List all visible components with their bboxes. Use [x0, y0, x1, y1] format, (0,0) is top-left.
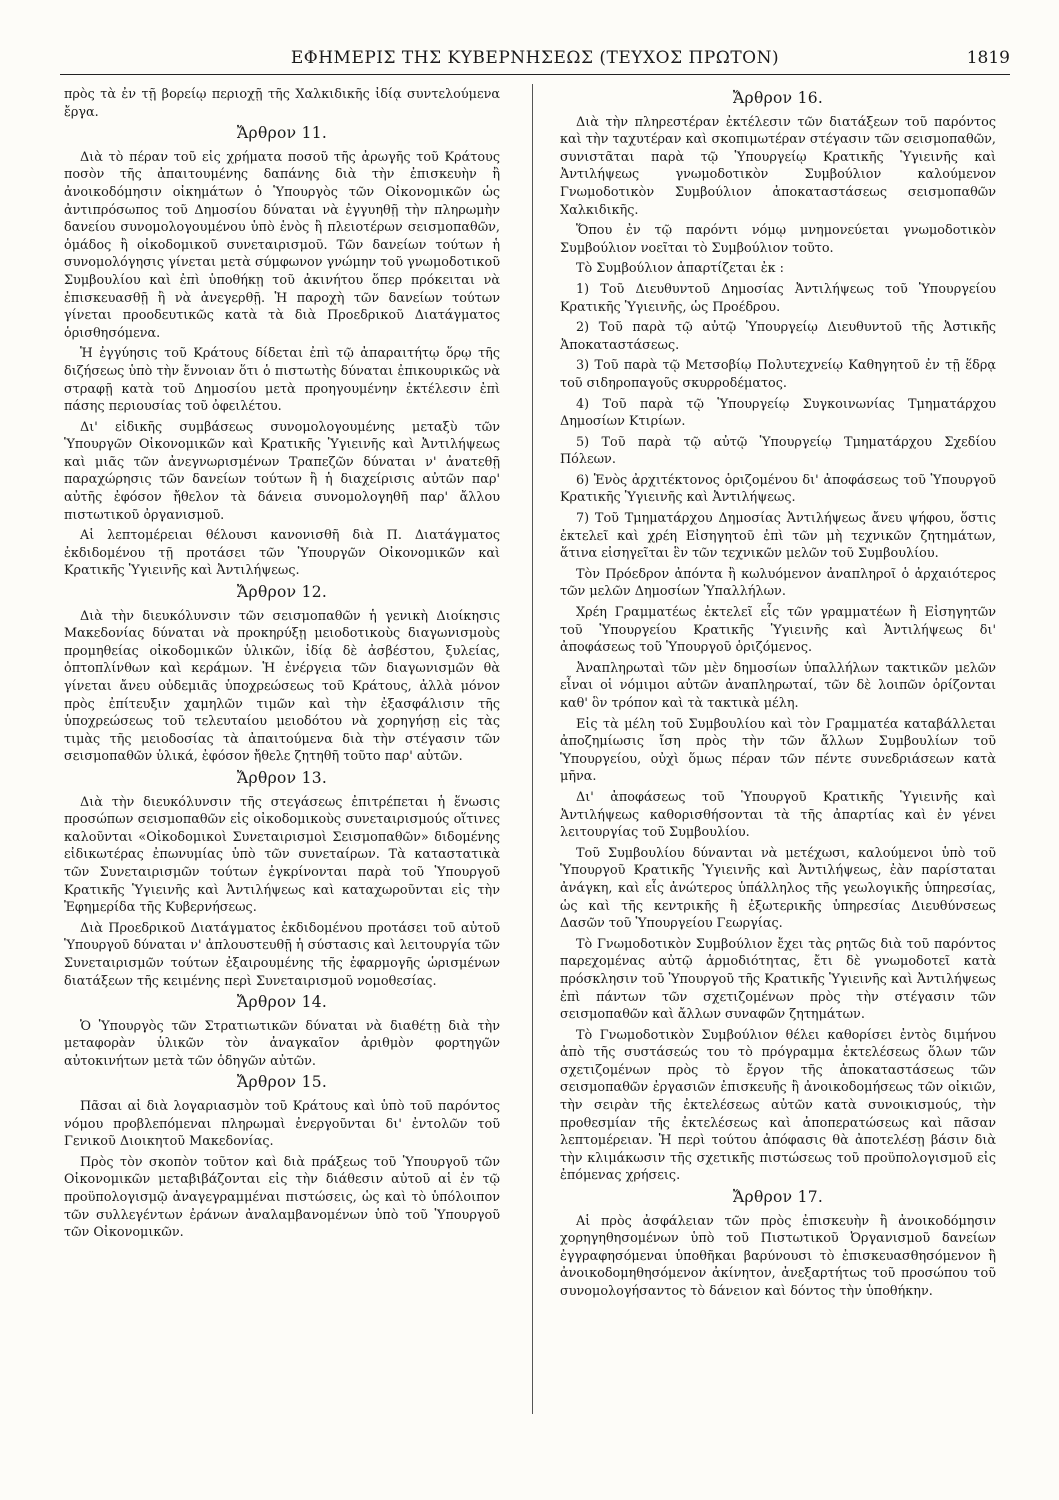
council-member-item: 7) Τοῦ Τμηματάρχου Δημοσίας Ἀντιλήψεως ἄνευ ψήφου, ὅστις ἐκτελεῖ καὶ χρέη Εἰσηγητοῦ ἐπὶ τῶν μὴ τεχνικῶν ζητημάτων, ἅτινα εἰσηγεῖται ἓν τῶν τεχνικῶν μελῶν τοῦ Συμβουλίου. — [560, 511, 996, 562]
article-14-paragraph: Ὁ Ὑπουργὸς τῶν Στρατιωτικῶν δύναται νὰ διαθέτῃ διὰ τὴν μεταφορὰν ὑλικῶν τὸν ἀναγκαῖον ἀριθμὸν φορτηγῶν αὐτοκινήτων μετὰ τῶν ὁδηγῶν αὐτῶν. — [64, 1018, 500, 1069]
article-15-heading: Ἄρθρον 15. — [236, 1073, 328, 1092]
article-16-paragraph: Χρέη Γραμματέως ἐκτελεῖ εἷς τῶν γραμματέων ἢ Εἰσηγητῶν τοῦ Ὑπουργείου Κρατικῆς Ὑγιεινῆς καὶ Ἀντιλήψεως δι' ἀποφάσεως τοῦ Ὑπουργοῦ ὁριζόμενος. — [560, 605, 996, 656]
article-16-paragraph: Διὰ τὴν πληρεστέραν ἐκτέλεσιν τῶν διατάξεων τοῦ παρόντος καὶ τὴν ταχυτέραν καὶ σκοπιμωτέραν στέγασιν τῶν σεισμοπαθῶν, συνιστᾶται παρὰ τῷ Ὑπουργείῳ Κρατικῆς Ὑγιεινῆς καὶ Ἀντιλήψεως γνωμοδοτικὸν Συμβούλιον καλούμενον Γνωμοδοτικὸν Συμβούλιον ἀποκαταστάσεως σεισμοπαθῶν Χαλκιδικῆς. — [560, 114, 996, 218]
article-16-paragraph: Ἀναπληρωταὶ τῶν μὲν δημοσίων ὑπαλλήλων τακτικῶν μελῶν εἶναι οἱ νόμιμοι αὐτῶν ἀναπληρωταί, τῶν δὲ λοιπῶν ὁρίζονται καθ' ὃν τρόπον καὶ τὰ τακτικὰ μέλη. — [560, 660, 996, 711]
header-rule — [60, 74, 1010, 75]
article-17-paragraph: Αἱ πρὸς ἀσφάλειαν τῶν πρὸς ἐπισκευὴν ἢ ἀνοικοδόμησιν χορηγηθησομένων ὑπὸ τοῦ Πιστωτικοῦ Ὀργανισμοῦ δανείων ἐγγραφησόμεναι ὑποθῆκαι βαρύνουσι τὸ ἐπισκευασθησόμενον ἢ ἀνοικοδομηθησόμενον ἀκίνητον, ἀνεξαρτήτως τοῦ προσώπου τοῦ συνομολογήσαντος τὸ δάνειον καὶ δόντος τὴν ὑποθήκην. — [560, 1213, 996, 1299]
right-column — [560, 86, 996, 1304]
article-16-paragraph: Εἰς τὰ μέλη τοῦ Συμβουλίου καὶ τὸν Γραμματέα καταβάλλεται ἀποζημίωσις ἴση πρὸς τὴν τῶν ἄλλων Συμβουλίων τοῦ Ὑπουργείου, οὐχὶ ὅμως πέραν τῶν πέντε συνεδριάσεων κατὰ μῆνα. — [560, 716, 996, 785]
article-17-heading: Ἄρθρον 17. — [732, 1188, 824, 1207]
left-column — [64, 86, 500, 1245]
article-15-paragraph: Πρὸς τὸν σκοπὸν τοῦτον καὶ διὰ πράξεως τοῦ Ὑπουργοῦ τῶν Οἰκονομικῶν μεταβιβάζονται εἰς τὴν διάθεσιν αὐτοῦ αἱ ἐν τῷ προϋπολογισμῷ ἀναγεγραμμέναι πιστώσεις, ὡς καὶ τὸ ὑπόλοιπον τῶν συλλεγέντων ἐράνων ἀναλαμβανομένων ὑπὸ τοῦ Ὑπουργοῦ τῶν Οἰκονομικῶν. — [64, 1154, 500, 1241]
article-16-paragraph: Τὸ Γνωμοδοτικὸν Συμβούλιον ἔχει τὰς ρητῶς διὰ τοῦ παρόντος παρεχομένας αὐτῷ ἁρμοδιότητας, ἔτι δὲ γνωμοδοτεῖ κατὰ πρόσκλησιν τοῦ Ὑπουργοῦ τῆς Κρατικῆς Ὑγιεινῆς καὶ Ἀντιλήψεως ἐπὶ πάντων τῶν σχετιζομένων πρὸς τὴν στέγασιν τῶν σεισμοπαθῶν καὶ ἄλλων συναφῶν ζητημάτων. — [560, 936, 996, 1023]
article-16-heading: Ἄρθρον 16. — [732, 89, 824, 107]
article-12-paragraph: Διὰ τὴν διευκόλυνσιν τῶν σεισμοπαθῶν ἡ γενικὴ Διοίκησις Μακεδονίας δύναται νὰ προκηρύξῃ μειοδοτικοὺς διαγωνισμοὺς προμηθείας οἰκοδομικῶν ὑλικῶν, ἰδίᾳ δὲ ἀσβέστου, ξυλείας, ὀπτοπλίνθων καὶ κεράμων. Ἡ ἐνέργεια τῶν διαγωνισμῶν θὰ γίνεται ἄνευ οὐδεμιᾶς ὑποχρεώσεως τοῦ Κράτους, ἀλλὰ μόνον πρὸς ἐπίτευξιν χαμηλῶν τιμῶν καὶ τὴν ἐξασφάλισιν τῆς ὑποχρεώσεως τοῦ τελευταίου μειοδότου νὰ χορηγήσῃ εἰς τὰς τιμὰς τῆς μειοδοσίας τὰ ἀπαιτούμενα διὰ τὴν στέγασιν τῶν σεισμοπαθῶν ὑλικά, ἐφόσον ἤθελε ζητηθῆ τοῦτο παρ' αὐτῶν. — [64, 608, 500, 765]
article-16-paragraph: Δι' ἀποφάσεως τοῦ Ὑπουργοῦ Κρατικῆς Ὑγιεινῆς καὶ Ἀντιλήψεως καθορισθήσονται τὰ τῆς ἀπαρτίας καὶ ἐν γένει λειτουργίας τοῦ Συμβουλίου. — [560, 789, 996, 841]
article-16-paragraph: Τοῦ Συμβουλίου δύνανται νὰ μετέχωσι, καλούμενοι ὑπὸ τοῦ Ὑπουργοῦ Κρατικῆς Ὑγιεινῆς καὶ Ἀντιλήψεως, ἐὰν παρίσταται ἀνάγκη, καὶ εἷς ἀνώτερος ὑπάλληλος τῆς γεωλογικῆς ὑπηρεσίας, ὡς καὶ τῆς κεντρικῆς ἢ ἐξωτερικῆς ὑπηρεσίας Διευθύνσεως Δασῶν τοῦ Ὑπουργείου Γεωργίας. — [560, 845, 996, 932]
continuation-paragraph: πρὸς τὰ ἐν τῇ βορείῳ περιοχῇ τῆς Χαλκιδικῆς ἰδίᾳ συντελούμενα ἔργα. — [64, 87, 500, 120]
gazette-title: ΕΦΗΜΕΡΙΣ ΤΗΣ ΚΥΒΕΡΝΗΣΕΩΣ (ΤΕΥΧΟΣ ΠΡΩΤΟΝ) — [290, 48, 780, 68]
article-16-paragraph: Τὸ Συμβούλιον ἀπαρτίζεται ἐκ : — [576, 261, 784, 277]
council-member-item: 3) Τοῦ παρὰ τῷ Μετσοβίῳ Πολυτεχνείῳ Καθηγητοῦ ἐν τῇ ἕδρᾳ τοῦ σιδηροπαγοῦς σκυρροδέματος. — [560, 358, 996, 391]
column-divider — [532, 84, 533, 1414]
council-member-item: 2) Τοῦ παρὰ τῷ αὐτῷ Ὑπουργείῳ Διευθυντοῦ τῆς Ἀστικῆς Ἀποκαταστάσεως. — [560, 320, 996, 353]
article-13-paragraph: Διὰ Προεδρικοῦ Διατάγματος ἐκδιδομένου προτάσει τοῦ αὐτοῦ Ὑπουργοῦ δύναται ν' ἀπλουστευθῇ ἡ σύστασις καὶ λειτουργία τῶν Συνεταιρισμῶν τούτων ἐξαιρουμένης τῆς ἐφαρμογῆς ὡρισμένων διατάξεων τῆς κειμένης περὶ Συνεταιρισμοῦ νομοθεσίας. — [64, 920, 500, 989]
article-14-heading: Ἄρθρον 14. — [236, 993, 328, 1012]
article-11-heading: Ἄρθρον 11. — [236, 124, 328, 143]
article-13-heading: Ἄρθρον 13. — [236, 768, 328, 787]
article-11-paragraph: Ἡ ἐγγύησις τοῦ Κράτους δίδεται ἐπὶ τῷ ἀπαραιτήτῳ ὅρῳ τῆς διζήσεως ὑπὸ τὴν ἔννοιαν ὅτι ὁ πιστωτὴς δύναται ἐπικουρικῶς νὰ στραφῇ κατὰ τοῦ Δημοσίου μετὰ προηγουμένην ἐκτέλεσιν ἐπὶ πάσης περιουσίας τοῦ ὀφειλέτου. — [64, 346, 500, 415]
page-header — [60, 44, 1010, 74]
article-11-paragraph: Διὰ τὸ πέραν τοῦ εἰς χρήματα ποσοῦ τῆς ἀρωγῆς τοῦ Κράτους ποσὸν τῆς ἀπαιτουμένης δαπάνης διὰ τὴν ἐπισκευὴν ἢ ἀνοικοδόμησιν οἰκημάτων ὁ Ὑπουργὸς τῶν Οἰκονομικῶν ὡς ἀντιπρόσωπος τοῦ Δημοσίου δύναται νὰ ἐγγυηθῇ τὴν πληρωμὴν δανείου συνομολογουμένου ὑπὸ ἑνὸς ἢ πλειοτέρων σεισμοπαθῶν, ὁμάδος ἢ οἰκοδομικοῦ συνεταιρισμοῦ. Τῶν δανείων τούτων ἡ συνομολόγησις γίνεται μετὰ σύμφωνον γνώμην τοῦ γνωμοδοτικοῦ Συμβουλίου καὶ ἐπὶ ὑποθήκῃ τοῦ ἀκινήτου ὅπερ πρόκειται νὰ ἐπισκευασθῇ ἢ νὰ ἀνεγερθῇ. Ἡ παροχὴ τῶν δανείων τούτων γίνεται προοδευτικῶς κατὰ τὰ διὰ Προεδρικοῦ Διατάγματος ὁρισθησόμενα. — [64, 149, 500, 341]
article-16-paragraph: Ὅπου ἐν τῷ παρόντι νόμῳ μνημονεύεται γνωμοδοτικὸν Συμβούλιον νοεῖται τὸ Συμβούλιον τοῦτο. — [560, 223, 996, 256]
article-16-paragraph: Τὸν Πρόεδρον ἀπόντα ἢ κωλυόμενον ἀναπληροῖ ὁ ἀρχαιότερος τῶν μελῶν Δημοσίων Ὑπαλλήλων. — [560, 566, 996, 600]
council-member-item: 6) Ἑνὸς ἀρχιτέκτονος ὁριζομένου δι' ἀποφάσεως τοῦ Ὑπουργοῦ Κρατικῆς Ὑγιεινῆς καὶ Ἀντιλήψεως. — [560, 472, 996, 506]
article-12-heading: Ἄρθρον 12. — [236, 583, 328, 602]
article-15-paragraph: Πᾶσαι αἱ διὰ λογαριασμὸν τοῦ Κράτους καὶ ὑπὸ τοῦ παρόντος νόμου προβλεπόμεναι πληρωμαὶ ἐνεργοῦνται δι' ἐντολῶν τοῦ Γενικοῦ Διοικητοῦ Μακεδονίας. — [64, 1099, 500, 1150]
article-11-paragraph: Δι' εἰδικῆς συμβάσεως συνομολογουμένης μεταξὺ τῶν Ὑπουργῶν Οἰκονομικῶν καὶ Κρατικῆς Ὑγιεινῆς καὶ Ἀντιλήψεως καὶ μιᾶς τῶν ἀνεγνωρισμένων Τραπεζῶν δύναται ν' ἀνατεθῇ παραχώρησις τῶν δανείων τούτων ἢ ἡ διαχείρισις αὐτῶν παρ' αὐτῆς ἐφόσον ἤθελον τὰ δάνεια συνομολογηθῆ παρ' ἄλλου πιστωτικοῦ ὀργανισμοῦ. — [64, 419, 500, 523]
article-13-paragraph: Διὰ τὴν διευκόλυνσιν τῆς στεγάσεως ἐπιτρέπεται ἡ ἕνωσις προσώπων σεισμοπαθῶν εἰς οἰκοδομικοὺς συνεταιρισμούς οἵτινες καλοῦνται «Οἰκοδομικοὶ Συνεταιρισμοὶ Σεισμοπαθῶν» διδομένης εἰδικωτέρας ἐπωνυμίας ὑπὸ τῶν συνεταίρων. Τὰ καταστατικὰ τῶν Συνεταιρισμῶν τούτων ἐγκρίνονται παρὰ τοῦ Ὑπουργοῦ Κρατικῆς Ὑγιεινῆς καὶ Ἀντιλήψεως καὶ καταχωροῦνται εἰς τὴν Ἐφημερίδα τῆς Κυβερνήσεως. — [64, 794, 500, 916]
council-member-item: 5) Τοῦ παρὰ τῷ αὐτῷ Ὑπουργείῳ Τμηματάρχου Σχεδίου Πόλεων. — [560, 434, 996, 468]
council-member-item: 4) Τοῦ παρὰ τῷ Ὑπουργείῳ Συγκοινωνίας Τμηματάρχου Δημοσίων Κτιρίων. — [560, 396, 996, 430]
article-16-paragraph: Τὸ Γνωμοδοτικὸν Συμβούλιον θέλει καθορίσει ἐντὸς διμήνου ἀπὸ τῆς συστάσεώς του τὸ πρόγραμμα ἐκτελέσεως ὅλων τῶν σχετιζομένων πρὸς τὸ ἔργον τῆς ἀποκαταστάσεως τῶν σεισμοπαθῶν ἐργασιῶν ἐπισκευῆς ἢ ἀνοικοδομήσεως τῶν οἰκιῶν, τὴν σειρὰν τῆς ἐκτελέσεως αὐτῶν κατὰ συνοικισμούς, τὴν προθεσμίαν τῆς ἐκτελέσεως καὶ ἀποπερατώσεως καὶ πᾶσαν λεπτομέρειαν. Ἡ περὶ τούτου ἀπόφασις θὰ ἀποτελέσῃ βάσιν διὰ τὴν κλιμάκωσιν τῆς σχετικῆς πιστώσεως τοῦ προϋπολογισμοῦ εἰς ἐπόμενας χρήσεις. — [560, 1027, 996, 1184]
page-number: 1819 — [966, 48, 1010, 68]
article-11-paragraph: Αἱ λεπτομέρειαι θέλουσι κανονισθῆ διὰ Π. Διατάγματος ἐκδιδομένου τῇ προτάσει τῶν Ὑπουργῶν Οἰκονομικῶν καὶ Κρατικῆς Ὑγιεινῆς καὶ Ἀντιλήψεως. — [64, 528, 500, 579]
council-member-item: 1) Τοῦ Διευθυντοῦ Δημοσίας Ἀντιλήψεως τοῦ Ὑπουργείου Κρατικῆς Ὑγιεινῆς, ὡς Προέδρου. — [560, 281, 996, 315]
